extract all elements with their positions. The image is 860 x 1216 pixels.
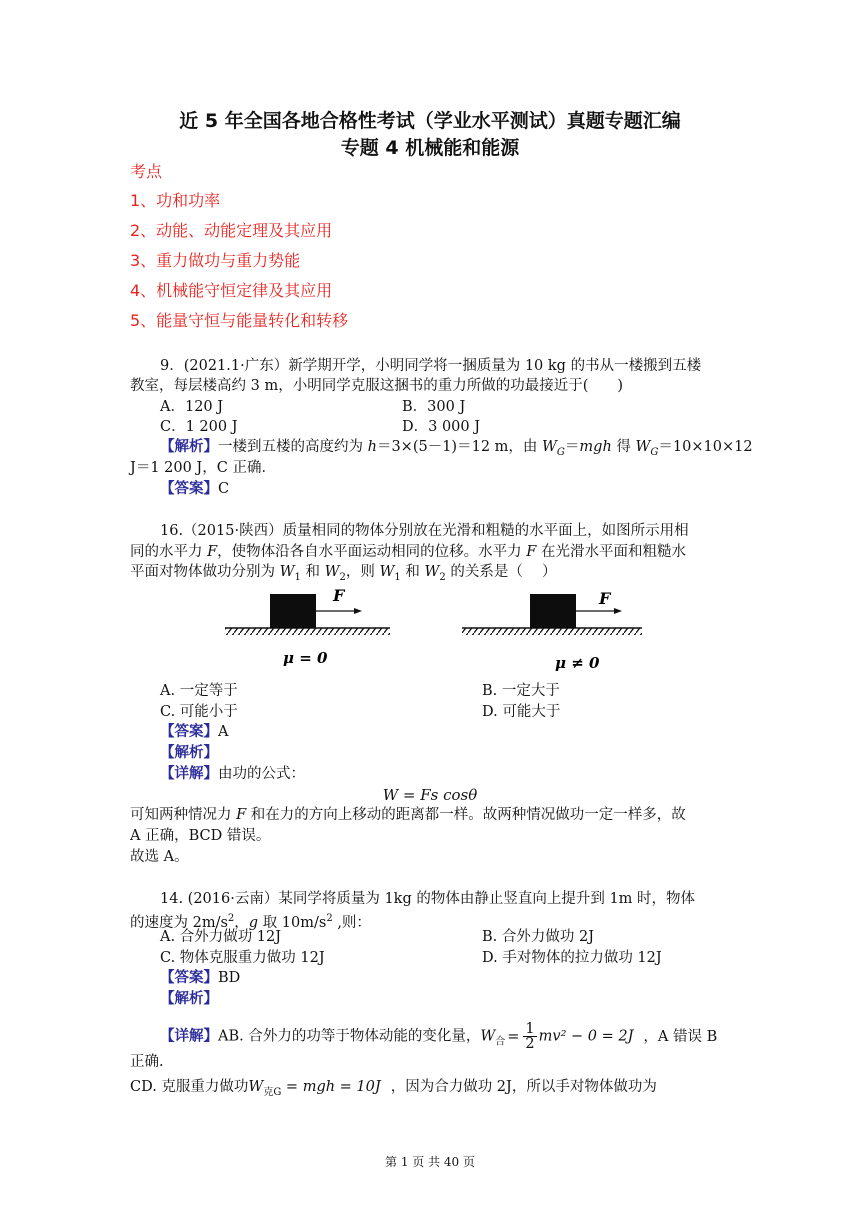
q9-var-w: W [635, 439, 651, 455]
q16-option-a: A. 一定等于 [160, 683, 238, 699]
q16-var-f: F [526, 544, 537, 560]
q14-eq-sub-kg: 克G [263, 1086, 282, 1098]
q16-option-c: C. 可能小于 [160, 704, 238, 720]
q9-stem-line2: 教室，每层楼高约 3 m，小明同学克服这捆书的重力所做的功最接近于( ) [130, 378, 624, 394]
q14-text: ，A 错误 B [643, 1028, 718, 1045]
force-arrowhead-rough [614, 608, 622, 614]
smooth-ground [225, 628, 390, 635]
q9-jiexi-text: ＝10×10×12 [658, 439, 753, 455]
q14-text: CD. 克服重力做功 [130, 1079, 249, 1095]
q16-var-w: W [324, 564, 340, 580]
q16-text: 和 [300, 564, 325, 580]
q14-eq-w: W [480, 1028, 496, 1045]
q9-stem-line1: 9．(2021.1·广东）新学期开学，小明同学将一捆质量为 10 kg 的书从一楼搬到五楼 [160, 358, 702, 374]
q14-text: AB. 合外力的功等于物体动能的变化量， [218, 1028, 481, 1045]
q16-text: ，则 [345, 564, 380, 580]
q14-answer [160, 968, 240, 988]
q16-text: 和在力的方向上移动的距离都一样。故两种情况做功一定一样多，故 [246, 807, 686, 823]
q14-option-a: A. 合外力做功 12J [160, 929, 282, 945]
q16-text: ，使物体沿各自水平面运动相同的位移。水平力 [217, 544, 527, 560]
figure-rough-surface [462, 589, 642, 672]
q14-jiexi-tag: 【解析】 [160, 990, 218, 1007]
q14-xiangjie-line1: 【详解】AB. 合外力的功等于物体动能的变化量，$W_合$ = $\frac{1}{2}$ mv² − 0 = 2J ，A 错误 B [160, 1021, 718, 1052]
q16-answer [160, 722, 228, 742]
figure-smooth-surface [225, 586, 390, 667]
q16-explain-line2: A 正确，BCD 错误。 [130, 828, 271, 844]
q16-var-w: W [279, 564, 295, 580]
q16-formula: W = Fs cosθ [382, 786, 478, 804]
q14-cd-line [130, 1077, 657, 1103]
q16-answer-value: A [218, 724, 229, 740]
q14-text: 的速度为 2m/s [130, 914, 228, 931]
q9-answer-value: C [218, 481, 230, 497]
q16-var-f: F [207, 544, 218, 560]
q14-sup: 2 [326, 913, 333, 924]
mu-label-rough: μ ≠ 0 [555, 654, 600, 672]
kaodian-item-3: 3、重力做功与重力势能 [130, 251, 301, 270]
q14-eq-rest: mv² − 0 = 2J [538, 1028, 634, 1045]
kaodian-label: 考点 [130, 162, 163, 181]
q9-option-d: D．3 000 J [402, 419, 481, 435]
q16-sub: 1 [394, 571, 401, 583]
q14-fraction-den: 2 [525, 1036, 535, 1052]
q14-answer-value: BD [218, 970, 241, 986]
q9-option-a: A．120 J [160, 399, 224, 415]
q9-jiexi-text: 得 [611, 439, 636, 455]
q9-jiexi-line2: J＝1 200 J，C 正确． [130, 460, 276, 476]
q9-jiexi-text: 一楼到五楼的高度约为 [218, 439, 368, 455]
q14-text: ，因为合力做功 2J，所以手对物体做功为 [390, 1079, 657, 1095]
block-smooth [270, 594, 316, 628]
q9-answer-tag: 【答案】 [160, 480, 218, 497]
q16-stem-line3 [130, 562, 557, 588]
q16-text: 和 [400, 564, 425, 580]
q16-answer-tag: 【答案】 [160, 723, 218, 740]
q9-sub-g: G [556, 446, 565, 458]
q16-jiexi-tag: 【解析】 [160, 744, 218, 761]
mu-label-smooth: μ = 0 [283, 649, 328, 667]
q14-option-d: D. 手对物体的拉力做功 12J [482, 950, 662, 966]
q16-explain-line3: 故选 A。 [130, 849, 189, 865]
q16-text: 同的水平力 [130, 544, 208, 560]
force-label-rough: F [599, 589, 611, 608]
q16-text: 在光滑水平面和粗糙水 [536, 544, 686, 560]
block-rough [530, 594, 576, 628]
q9-option-c: C．1 200 J [160, 419, 238, 435]
q16-sub: 1 [294, 571, 301, 583]
q9-var-mgh: mgh [579, 439, 612, 455]
q14-var-g: g [248, 914, 259, 931]
q16-xiangjie [160, 764, 305, 784]
q14-text: 取 10m/s [258, 914, 327, 931]
q16-stem-line2 [130, 542, 686, 562]
q14-fraction [523, 1022, 536, 1051]
q9-answer [160, 479, 229, 499]
q16-var-w: W [424, 564, 440, 580]
q16-xiangjie-tag: 【详解】 [160, 765, 218, 782]
q14-eq-sub-he: 合 [495, 1036, 506, 1048]
q16-var-f: F [236, 807, 247, 823]
q14-text: ,则： [332, 914, 371, 931]
kaodian-item-1: 1、功和功率 [130, 191, 221, 210]
q16-var-w: W [379, 564, 395, 580]
q14-eq-w: W [248, 1079, 264, 1095]
q9-var-h: h [367, 439, 377, 455]
q14-eq2-rest: = mgh = 10J [281, 1079, 381, 1095]
q9-option-b: B．300 J [402, 399, 466, 415]
q14-line-zhengque: 正确. [130, 1054, 164, 1070]
kaodian-item-4: 4、机械能守恒定律及其应用 [130, 281, 333, 300]
q14-answer-tag: 【答案】 [160, 969, 218, 986]
kaodian-item-2: 2、动能、动能定理及其应用 [130, 221, 333, 240]
force-arrowhead-smooth [354, 608, 362, 614]
q16-option-d: D. 可能大于 [482, 704, 561, 720]
q16-sub: 2 [339, 571, 346, 583]
page-footer: 第 1 页 共 40 页 [385, 1155, 475, 1169]
document-subtitle: 专题 4 机械能和能源 [340, 137, 520, 159]
q14-fraction-num: 1 [525, 1021, 535, 1037]
q14-xiangjie-tag: 【详解】 [160, 1027, 218, 1045]
document-title: 近 5 年全国各地合格性考试（学业水平测试）真题专题汇编 [179, 110, 681, 132]
q16-text: 平面对物体做功分别为 [130, 564, 280, 580]
q14-text: ， [234, 914, 249, 931]
q14-sup: 2 [227, 913, 235, 924]
q9-jiexi-tag: 【解析】 [160, 438, 218, 455]
q9-jiexi-text: ＝3×(5－1)＝12 m，由 [376, 439, 543, 455]
q16-explain-line1 [130, 805, 686, 825]
q14-option-b: B. 合外力做功 2J [482, 929, 595, 945]
q16-figure [0, 585, 860, 680]
q14-stem-line1: 14. (2016·云南）某同学将质量为 1kg 的物体由静止竖直向上提升到 1m 时，物体 [160, 891, 696, 907]
q9-var-w: W [542, 439, 557, 455]
q16-option-b: B. 一定大于 [482, 683, 560, 699]
q14-option-c: C. 物体克服重力做功 12J [160, 950, 325, 966]
q9-jiexi-text: ＝ [564, 439, 580, 455]
q16-text: 的关系是（ ） [445, 564, 557, 580]
q16-stem-line1: 16.（2015·陕西）质量相同的物体分别放在光滑和粗糙的水平面上，如图所示用相 [160, 523, 689, 539]
kaodian-item-5: 5、能量守恒与能量转化和转移 [130, 311, 349, 330]
q16-text: 可知两种情况力 [130, 807, 237, 823]
force-label-smooth: F [333, 586, 345, 605]
q16-sub: 2 [439, 571, 446, 583]
rough-ground [462, 628, 642, 635]
q9-sub-g: G [650, 446, 659, 458]
q16-xiangjie-text: 由功的公式： [218, 766, 305, 782]
